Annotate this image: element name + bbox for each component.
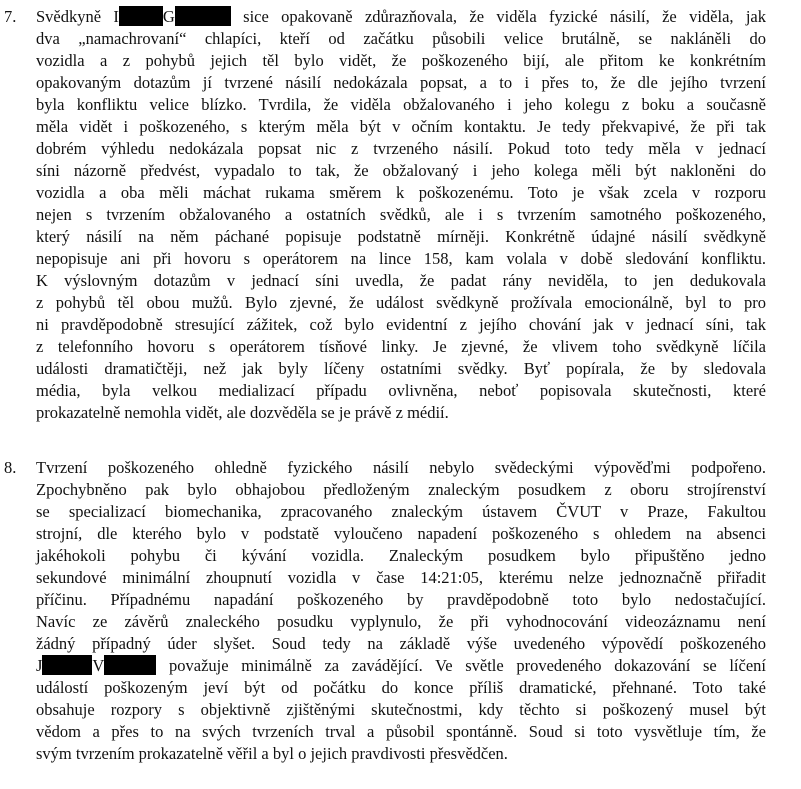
text-fragment: byla konfliktu velice blízko. Tvrdila, že viděla obžalovaného i jeho kolegu z boku a současně: [36, 95, 766, 114]
text-fragment: síni názorně předvést, vypadalo to tak, že obžalovaný i jeho kolega měli být nakloněni do: [36, 161, 766, 180]
text-fragment: nejen s tvrzením obžalovaného a ostatních svědků, ale i s tvrzením samotného poškozeného,: [36, 205, 766, 224]
text-line: [36, 138, 766, 160]
text-fragment: žádný případný úder slyšet. Soud tedy na základě výše uvedeného výpovědí poškozeného: [36, 634, 766, 653]
text-fragment: dobrém výhledu nedokázala popsat nic z tvrzeného násilí. Pokud toto tedy měla v jednací: [36, 139, 766, 158]
redaction-box: [119, 6, 163, 26]
paragraph-number: 8.: [4, 458, 17, 477]
paragraph-number: 7.: [4, 7, 17, 26]
text-line: [36, 611, 766, 633]
text-fragment: média, byla velkou medializací případu ovlivněna, neboť popisovala skutečnosti, které: [36, 381, 766, 400]
text-fragment: G: [162, 7, 175, 26]
redaction-box: [175, 6, 231, 26]
text-line: [36, 655, 766, 677]
text-fragment: sekundové minimální zhoupnutí vozidla v čase 14:21:05, kterému nelze jednoznačně přiřadit: [36, 568, 766, 587]
text-fragment: Navíc ze závěrů znaleckého posudku vyplynulo, že při vyhodnocování videozáznamu není: [36, 612, 766, 631]
text-fragment: událostí poškozeným jeví být od počátku do konce příliš dramatické, přehnané. Toto také: [36, 678, 766, 697]
text-fragment: z pohybů těl obou mužů. Bylo zjevné, že událost svědkyně prožívala emocionálně, byl to pro: [36, 293, 766, 312]
text-fragment: svým tvrzením prokazatelně věřil a byl o jejich pravdivosti přesvědčen.: [36, 744, 508, 763]
text-fragment: sice opakovaně zdůrazňovala, že viděla fyzické násilí, že viděla, jak: [230, 7, 767, 26]
text-line: [36, 501, 766, 523]
text-line: [36, 270, 766, 292]
text-line: [36, 6, 766, 28]
text-line: [36, 94, 766, 116]
text-line: [36, 721, 766, 743]
text-fragment: I: [113, 7, 119, 26]
text-fragment: ni pravděpodobně stresující zážitek, což bylo evidentní z jejího chování jak v jednací síni, tak: [36, 315, 766, 334]
text-fragment: se specializací biomechanika, zpracovaného znaleckým ústavem ČVUT v Praze, Fakultou: [36, 502, 766, 521]
text-fragment: obsahuje rozpory s objektivně zjištěnými skutečnostmi, kdy těchto si poškozený musel být: [36, 700, 766, 719]
text-fragment: nepopisuje ani při hovoru s operátorem na lince 158, kam volala v době sledování konfliktu.: [36, 249, 766, 268]
text-line: [36, 545, 766, 567]
text-fragment: Zpochybněno pak bylo obhajobou předloženým znaleckým posudkem z oboru strojírenství: [36, 480, 766, 499]
text-line: [36, 28, 766, 50]
paragraph-body: [36, 6, 766, 424]
text-fragment: vědom a přes to na svých tvrzeních trval a působil spontánně. Soud si toto vysvětluje tím, že: [36, 722, 766, 741]
text-fragment: Tvrzení poškozeného ohledně fyzického násilí nebylo svědeckými výpověďmi podpořeno.: [36, 458, 766, 477]
text-line: [36, 72, 766, 94]
text-fragment: vozidla a z pohybů jejich těl bylo vidět, že poškozeného bijí, ale přitom ke konkrétním: [36, 51, 766, 70]
text-line: [36, 677, 766, 699]
text-fragment: vozidla a oba měli máchat rukama směrem k poškozenému. Toto je však zcela v rozporu: [36, 183, 766, 202]
text-line: [36, 523, 766, 545]
redaction-box: [104, 655, 156, 675]
text-fragment: strojní, dle kterého bylo v podstatě vyloučeno napadení poškozeného s ohledem na absenci: [36, 524, 766, 543]
text-fragment: z telefonního hovoru s operátorem tísňové linky. Je zjevné, že vlivem toho svědkyně líčila: [36, 337, 766, 356]
text-line: [36, 50, 766, 72]
text-line: [36, 699, 766, 721]
text-fragment: příčinu. Případnému napadání poškozeného by pravděpodobně toto bylo nedostačující.: [36, 590, 766, 609]
text-line: [36, 402, 766, 424]
text-line: [36, 380, 766, 402]
text-line: [36, 358, 766, 380]
text-fragment: události dramatičtěji, než jak byly líčeny ostatními svědky. Byť popírala, že by sledovala: [36, 359, 766, 378]
text-line: [36, 160, 766, 182]
text-fragment: V: [92, 656, 105, 675]
text-fragment: J: [36, 656, 43, 675]
text-line: [36, 336, 766, 358]
text-fragment: dva „namachrovaní“ chlapíci, kteří od začátku působili velice brutálně, se nakláněli do: [36, 29, 766, 48]
text-fragment: který násilí na něm páchané popisuje podstatně mírněji. Konkrétně údajné násilí svědkyně: [36, 227, 766, 246]
text-fragment: K výslovným dotazům v jednací síni uvedla, že padat rány neviděla, to jen dedukovala: [36, 271, 766, 290]
text-fragment: měla vidět i poškozeného, s kterým měla být v očním kontaktu. Je tedy překvapivé, že při tak: [36, 117, 766, 136]
text-fragment: prokazatelně nemohla vidět, ale dozvěděla se je právě z médií.: [36, 403, 449, 422]
text-line: [36, 457, 766, 479]
text-fragment: Svědkyně: [36, 7, 114, 26]
text-line: [36, 633, 766, 655]
text-fragment: jakéhokoli pohybu či kývání vozidla. Znaleckým posudkem bylo připuštěno jedno: [36, 546, 766, 565]
redaction-box: [42, 655, 92, 675]
text-line: [36, 567, 766, 589]
text-line: [36, 116, 766, 138]
text-line: [36, 589, 766, 611]
text-line: [36, 182, 766, 204]
text-line: [36, 204, 766, 226]
text-line: [36, 314, 766, 336]
text-line: [36, 248, 766, 270]
text-line: [36, 743, 766, 765]
text-fragment: považuje minimálně za zavádějící. Ve světle provedeného dokazování se líčení: [156, 656, 766, 675]
text-line: [36, 479, 766, 501]
paragraph-body: [36, 457, 766, 765]
text-fragment: opakovaným dotazům jí tvrzené násilí nedokázala popsat, a to i přes to, že dle jejího tvrzení: [36, 73, 766, 92]
text-line: [36, 292, 766, 314]
text-line: [36, 226, 766, 248]
